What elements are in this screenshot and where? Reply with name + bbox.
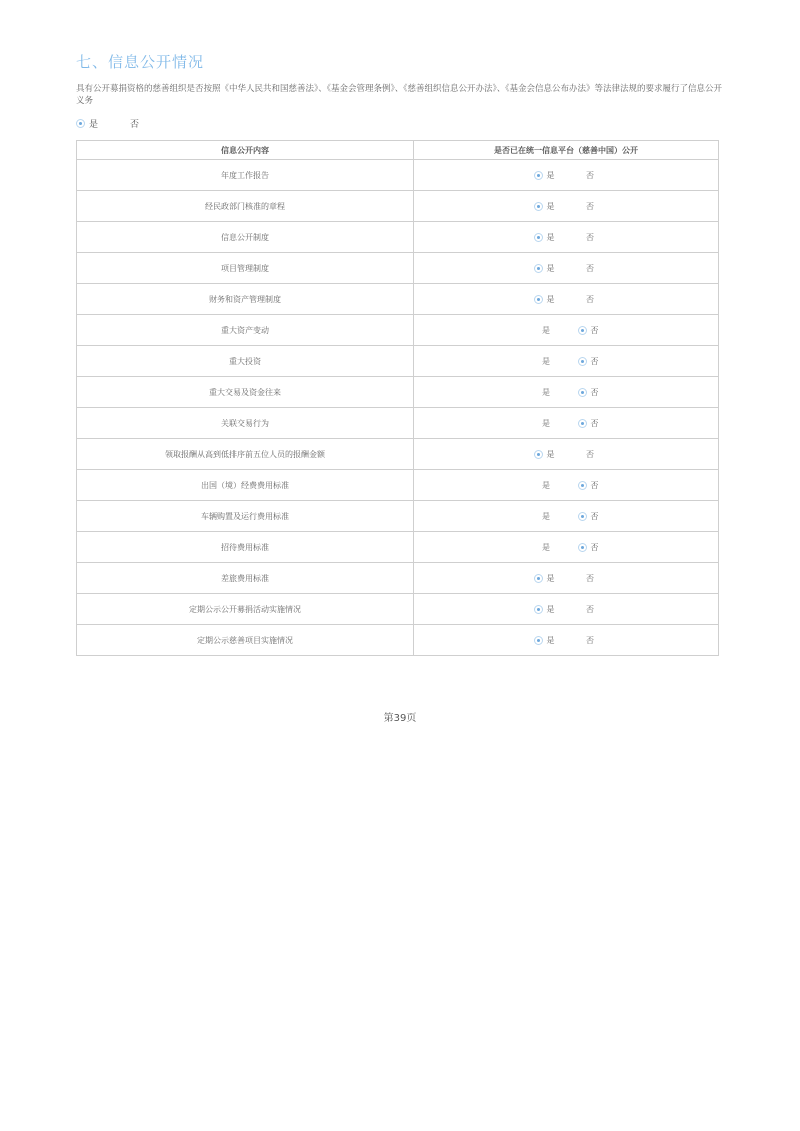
yes-label: 是 bbox=[546, 573, 555, 583]
yes-option[interactable] bbox=[522, 449, 566, 460]
yes-label: 是 bbox=[546, 604, 555, 614]
yes-option[interactable] bbox=[522, 263, 566, 274]
no-radio[interactable] bbox=[578, 326, 587, 335]
no-label: 否 bbox=[590, 325, 599, 335]
no-option[interactable] bbox=[566, 449, 610, 460]
no-label: 否 bbox=[586, 635, 594, 645]
yes-option[interactable] bbox=[522, 542, 566, 553]
no-label: 否 bbox=[130, 120, 140, 130]
table-row bbox=[77, 284, 719, 315]
row-item-label: 重大投资 bbox=[77, 346, 414, 377]
yes-radio[interactable] bbox=[534, 574, 543, 583]
no-label: 否 bbox=[590, 418, 599, 428]
yes-option[interactable] bbox=[522, 418, 566, 429]
row-options bbox=[414, 470, 719, 501]
row-options bbox=[414, 439, 719, 470]
yes-label: 是 bbox=[542, 325, 550, 335]
row-item-label: 信息公开制度 bbox=[77, 222, 414, 253]
no-label: 否 bbox=[586, 449, 594, 459]
no-option[interactable] bbox=[566, 387, 610, 398]
section-title: 七、信息公开情况 bbox=[76, 53, 205, 71]
row-options bbox=[414, 284, 719, 315]
row-options bbox=[414, 160, 719, 191]
yes-option[interactable] bbox=[522, 294, 566, 305]
yes-label: 是 bbox=[542, 511, 550, 521]
row-options bbox=[414, 594, 719, 625]
no-label: 否 bbox=[586, 573, 594, 583]
no-option[interactable] bbox=[566, 356, 610, 367]
no-option[interactable] bbox=[566, 232, 610, 243]
row-options bbox=[414, 253, 719, 284]
header-content: 信息公开内容 bbox=[77, 141, 414, 160]
row-options bbox=[414, 191, 719, 222]
table-row bbox=[77, 625, 719, 656]
yes-radio[interactable] bbox=[534, 171, 543, 180]
row-item-label: 出国（境）经费费用标准 bbox=[77, 470, 414, 501]
row-options bbox=[414, 501, 719, 532]
row-item-label: 年度工作报告 bbox=[77, 160, 414, 191]
table-row bbox=[77, 501, 719, 532]
row-item-label: 招待费用标准 bbox=[77, 532, 414, 563]
row-item-label: 经民政部门核准的章程 bbox=[77, 191, 414, 222]
table-row bbox=[77, 470, 719, 501]
no-label: 否 bbox=[586, 201, 594, 211]
no-label: 否 bbox=[586, 294, 594, 304]
table-row bbox=[77, 160, 719, 191]
row-item-label: 定期公示公开募捐活动实施情况 bbox=[77, 594, 414, 625]
row-item-label: 关联交易行为 bbox=[77, 408, 414, 439]
no-radio[interactable] bbox=[578, 543, 587, 552]
no-radio[interactable] bbox=[578, 481, 587, 490]
yes-option[interactable] bbox=[522, 480, 566, 491]
row-options bbox=[414, 563, 719, 594]
table-row bbox=[77, 532, 719, 563]
no-label: 否 bbox=[590, 480, 599, 490]
no-option[interactable] bbox=[566, 573, 610, 584]
no-label: 否 bbox=[590, 356, 599, 366]
yes-option[interactable] bbox=[522, 170, 566, 181]
no-option[interactable] bbox=[566, 170, 610, 181]
no-option[interactable] bbox=[566, 511, 610, 522]
yes-radio[interactable] bbox=[534, 636, 543, 645]
yes-option[interactable] bbox=[522, 635, 566, 646]
intro-text: 具有公开募捐资格的慈善组织是否按照《中华人民共和国慈善法》、《基金会管理条例》、《慈善组织信息公开办法》、《基金会信息公布办法》等法律法规的要求履行了信息公开义务 bbox=[76, 84, 723, 106]
no-label: 否 bbox=[586, 170, 594, 180]
no-option[interactable] bbox=[566, 325, 610, 336]
no-label: 否 bbox=[590, 542, 599, 552]
yes-label: 是 bbox=[546, 263, 555, 273]
row-options bbox=[414, 222, 719, 253]
yes-label: 是 bbox=[542, 542, 550, 552]
yes-label: 是 bbox=[542, 356, 550, 366]
row-options bbox=[414, 532, 719, 563]
row-options bbox=[414, 315, 719, 346]
table-row bbox=[77, 563, 719, 594]
yes-label: 是 bbox=[546, 201, 555, 211]
table-row bbox=[77, 315, 719, 346]
row-item-label: 领取报酬从高到低排序前五位人员的报酬金额 bbox=[77, 439, 414, 470]
table-row bbox=[77, 439, 719, 470]
row-item-label: 车辆购置及运行费用标准 bbox=[77, 501, 414, 532]
yes-label: 是 bbox=[546, 635, 555, 645]
no-option[interactable] bbox=[566, 263, 610, 274]
disclosure-obligation-choice bbox=[76, 117, 139, 130]
no-radio[interactable] bbox=[578, 419, 587, 428]
yes-label: 是 bbox=[546, 449, 555, 459]
table-row bbox=[77, 191, 719, 222]
no-option[interactable] bbox=[566, 542, 610, 553]
table-row bbox=[77, 594, 719, 625]
no-option[interactable] bbox=[566, 635, 610, 646]
table-row bbox=[77, 253, 719, 284]
yes-label: 是 bbox=[546, 232, 555, 242]
table-row bbox=[77, 222, 719, 253]
yes-label: 是 bbox=[542, 480, 550, 490]
no-label: 否 bbox=[586, 604, 594, 614]
row-options bbox=[414, 408, 719, 439]
no-label: 否 bbox=[590, 511, 599, 521]
row-options bbox=[414, 377, 719, 408]
yes-option[interactable] bbox=[522, 604, 566, 615]
no-radio[interactable] bbox=[578, 512, 587, 521]
header-platform: 是否已在统一信息平台（慈善中国）公开 bbox=[414, 141, 719, 160]
no-option[interactable] bbox=[566, 294, 610, 305]
row-item-label: 重大资产变动 bbox=[77, 315, 414, 346]
yes-option[interactable] bbox=[522, 387, 566, 398]
yes-option[interactable] bbox=[522, 356, 566, 367]
disclosure-table bbox=[76, 140, 719, 656]
yes-radio[interactable] bbox=[534, 233, 543, 242]
no-label: 否 bbox=[586, 263, 594, 273]
table-row bbox=[77, 346, 719, 377]
page-number: 第39页 bbox=[383, 713, 417, 724]
no-label: 否 bbox=[586, 232, 594, 242]
yes-radio[interactable] bbox=[534, 295, 543, 304]
row-item-label: 差旅费用标准 bbox=[77, 563, 414, 594]
yes-radio[interactable] bbox=[534, 450, 543, 459]
yes-label: 是 bbox=[546, 294, 555, 304]
row-item-label: 财务和资产管理制度 bbox=[77, 284, 414, 315]
row-options bbox=[414, 346, 719, 377]
yes-radio[interactable] bbox=[534, 202, 543, 211]
no-radio[interactable] bbox=[578, 357, 587, 366]
no-option[interactable] bbox=[566, 480, 610, 491]
no-option[interactable] bbox=[566, 418, 610, 429]
no-option[interactable] bbox=[566, 604, 610, 615]
table-row bbox=[77, 408, 719, 439]
yes-option[interactable] bbox=[522, 325, 566, 336]
yes-label: 是 bbox=[542, 418, 550, 428]
row-item-label: 项目管理制度 bbox=[77, 253, 414, 284]
row-item-label: 定期公示慈善项目实施情况 bbox=[77, 625, 414, 656]
yes-option[interactable] bbox=[522, 511, 566, 522]
yes-label: 是 bbox=[546, 170, 555, 180]
no-option[interactable] bbox=[566, 201, 610, 212]
yes-option[interactable] bbox=[522, 573, 566, 584]
no-radio[interactable] bbox=[578, 388, 587, 397]
yes-option[interactable] bbox=[522, 232, 566, 243]
yes-option[interactable] bbox=[522, 201, 566, 212]
row-options bbox=[414, 625, 719, 656]
yes-radio[interactable] bbox=[534, 605, 543, 614]
no-label: 否 bbox=[590, 387, 599, 397]
yes-label: 是 bbox=[89, 120, 99, 130]
table-header-row bbox=[77, 141, 719, 160]
table-row bbox=[77, 377, 719, 408]
yes-label: 是 bbox=[542, 387, 550, 397]
yes-radio[interactable] bbox=[76, 119, 85, 128]
yes-radio[interactable] bbox=[534, 264, 543, 273]
row-item-label: 重大交易及资金往来 bbox=[77, 377, 414, 408]
